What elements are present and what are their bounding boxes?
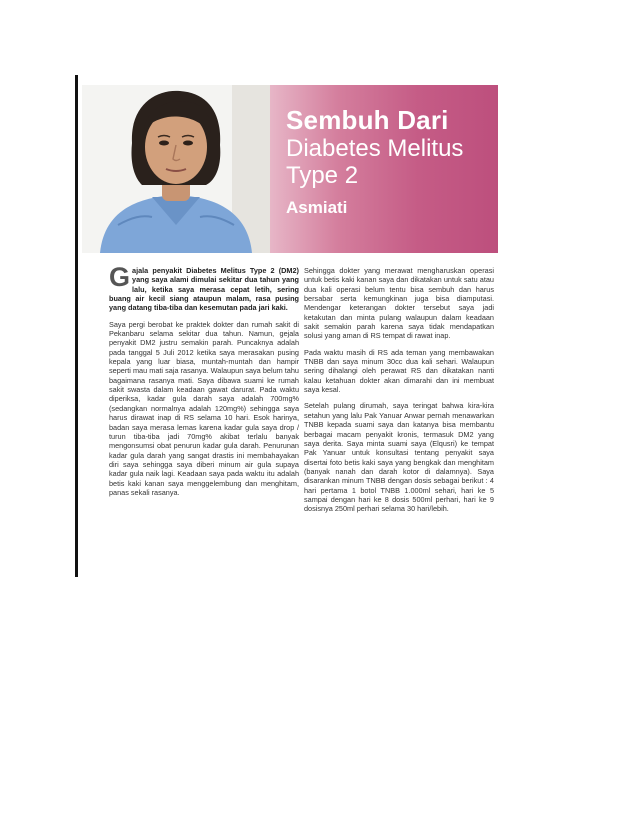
- article-lead-paragraph: [109, 262, 299, 313]
- portrait-photo: [82, 85, 270, 253]
- article-title-line-2: Diabetes Melitus: [286, 135, 464, 162]
- body-paragraph-right-1: Sehingga dokter yang merawat mengharuskan operasi untuk betis kaki kanan saya dan dikatakan untuk satu atau dua kali operasi belum tentu bisa sembuh dan harus bersabar serta kemungkinan juga bisa diamputasi. Mendengar keterangan dokter tersebut saya jadi ketakutan dan minta pulang walaupun dalam keadaan sakit semakin parah karena saya tidak mendapatkan solusi yang aman di RS tempat di rawat inap.: [304, 266, 494, 341]
- article-title-line-3: Type 2: [286, 162, 359, 189]
- body-paragraph-right-3: Setelah pulang dirumah, saya teringat bahwa kira-kira setahun yang lalu Pak Yanuar Anwar pernah menawarkan TNBB kepada suami saya dan katanya bisa membantu berbagai macam penyakit kronis, termasuk DM2 yang saya derita. Saya minta suami saya (Elqusri) ke tempat Pak Yanuar untuk konsultasi tentang penyakit saya disertai foto betis kaki saya yang bengkak dan menghitam (banyak nanah dan darah kotor di dalamnya). Saya disarankan minum TNBB dengan dosis sebagai berikut : 4 hari pertama 1 botol TNBB 1.000ml sehari, hari ke 5 sampai dengan hari ke 8 dosis 500ml perhari, hari ke 9 dosisnya 250ml perhari selama 30 hari/lebih.: [304, 401, 494, 514]
- article-column-left: [109, 262, 299, 504]
- article-title-line-1: Sembuh Dari: [286, 105, 449, 135]
- title-banner: [270, 85, 498, 253]
- body-paragraph-right-2: Pada waktu masih di RS ada teman yang membawakan TNBB dan saya minum 30cc dua kali sehari. Walaupun sering dihalangi oleh perawat RS dan dikatakan nanti kalau ketahuan dokter akan dimarahi dan ini membuat saya kesal.: [304, 347, 494, 395]
- page-left-rule: [75, 75, 78, 577]
- article-column-right: [304, 266, 494, 521]
- article-author: Asmiati: [286, 198, 348, 217]
- body-paragraph-left: Saya pergi berobat ke praktek dokter dan rumah sakit di Pekanbaru selama sekitar dua tahun. Namun, gejala penyakit DM2 justru semakin parah. Puncaknya adalah pada tanggal 5 Juli 2012 ketika saya merasakan pusing kepala yang luar biasa, muntah-muntah dan hampir seperti mau mati saja rasanya. Walaupun saya belum tahu bagaimana rasanya mati. Saya dibawa suami ke rumah sakit swasta dalam keadaan gawat darurat. Pada waktu diperiksa, kadar gula darah saya adalah 700mg% (sedangkan normalnya adalah 120mg%) sehingga saya harus dirawat inap di RS selama 10 hari. Esok harinya, badan saya merasa lemas karena kadar gula saya drop / turun tiba-tiba jadi 70mg% akibat terlalu banyak mengonsumsi obat penurun kadar gula darah. Penurunan kadar gula darah yang sangat drastis ini membahayakan diri saya sehingga saya diberi minum air gula supaya kadar gula naik lagi. Keadaan saya pada waktu itu adalah betis kaki kanan saya menggelembung dan menghitam, panas sekali rasanya.: [109, 319, 299, 497]
- drop-cap: G: [109, 262, 131, 292]
- lead-text: ajala penyakit Diabetes Melitus Type 2 (DM2) yang saya alami dimulai sekitar dua tahun yang lalu, ketika saya merasa cepat letih, sering buang air kecil siang ataupun malam, rasa pusing yang datang tiba-tiba dan kesemutan pada jari kaki.: [109, 266, 299, 313]
- portrait-illustration: [82, 85, 270, 253]
